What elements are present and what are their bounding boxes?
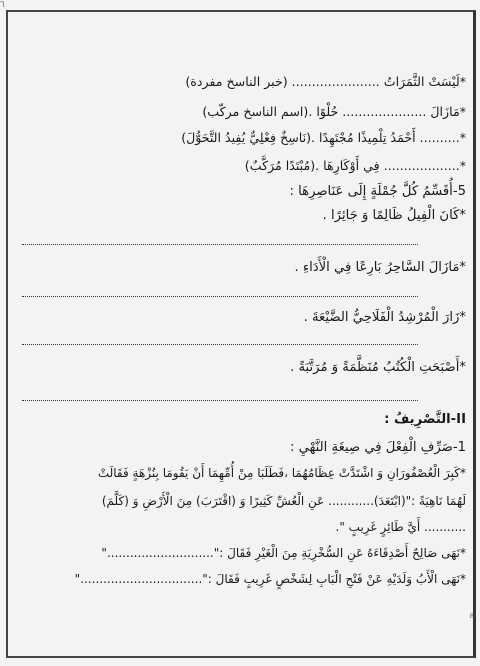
exercise-line-3: *.......... أَحْمَدُ تِلْمِيذًا مُجْتَهِدًا .(نَاسِخٌ فِعْلِيٌّ يُفِيدُ التَّحَوُّلَ) [181,130,466,145]
paragraph-line-2: لَهُمَا نَاهِيَةً :"(ابْتَعَدَ)............ عَنِ الْعُشِّ كَثِيرًا وَ (اقْتَرَبَ) مِنَ الْأَرْضِ وَ (كَلَّمَ) [101,494,466,508]
paragraph-line-3: ........... أَيَّ طَائِرٍ غَرِيبٍ ". [335,520,466,534]
exercise-line-4: *................... فِي أَوْكَارِهَا .(مُبْتَدًا مُرَكَّبٌ) [244,158,466,173]
prohibition-line-1: *نَهَى صَالِحٌ أَصْدِقَاءَهُ عَنِ السُّخْرِيَةِ مِنَ الْغَيْرِ فَقَالَ :"............................" [101,546,466,560]
sentence-4: *أَصْبَحَتِ الْكُتُبُ مُنَظَّمَةً وَ مُرَتَّبَةً . [290,360,466,375]
sentence-1: *كَانَ الْفِيلُ ظَالِمًا وَ جَائِرًا . [322,208,466,223]
prohibition-line-2: *نَهَى الْأَبُ وَلَدَيْهِ عَنْ فَتْحِ الْبَابِ لِشَخْصٍ غَرِيبٍ فَقَالَ :"................................" [74,572,466,586]
answer-line-3 [22,344,418,345]
question-5-heading: 5-أُقَسِّمُ كُلَّ جُمْلَةٍ إِلَى عَنَاصِرِهَا : [289,184,466,199]
exercise-line-1: *لَيْسَتْ الثَّمَرَاتُ ...................... (خبر الناسخ مفردة) [185,74,466,89]
exercise-line-2: *مَازَالَ ..................... حُلْوًا .(اسم الناسخ مركّب) [202,104,466,119]
sentence-2: *مَازَالَ السَّاحِرُ بَارِعًا فِي الْأَدَاءِ . [294,260,466,275]
page-number: 8 [469,612,474,620]
question-1-heading: 1-صَرِّفِ الْفِعْلَ فِي صِيغَةِ النَّهْيِ : [289,440,466,455]
corner-mark: ٦ [0,0,5,10]
paragraph-line-1: *كَبِرَ الْعُصْفُورَانِ وَ اشْتَدَّتْ عِظَامُهُمَا ،فَطَلَبَا مِنْ أُمِّهِمَا أَنْ يَقُومَا بِنُزْهَةٍ فَقَالَتْ [97,466,466,480]
answer-line-4 [22,400,418,401]
sentence-3: *زَارَ الْمُرْشِدُ الْفَلَاحِيُّ الضَّيْعَةَ . [303,310,466,325]
answer-line-2 [22,296,418,297]
answer-line-1 [22,244,418,245]
section-heading: II-التَّصْرِيفُ : [384,412,466,427]
